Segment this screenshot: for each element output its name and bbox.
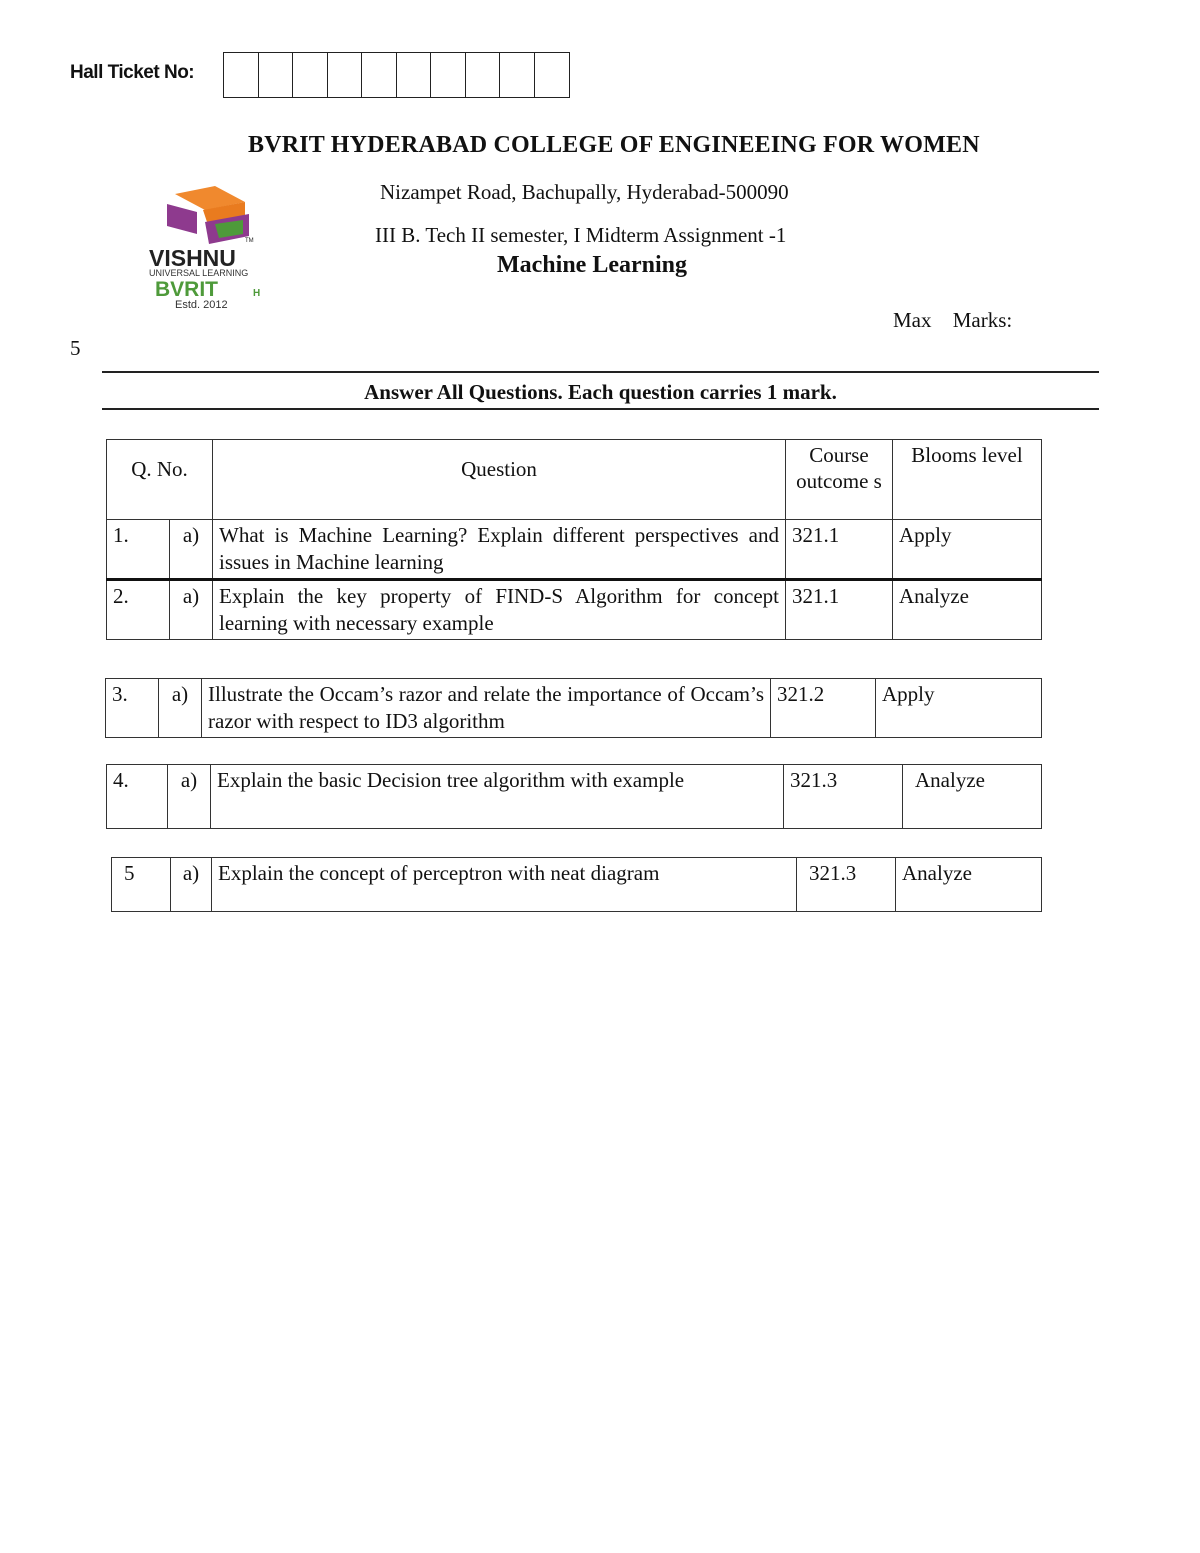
header-blooms: Blooms level	[893, 440, 1042, 520]
hall-ticket-box[interactable]	[397, 53, 432, 97]
blooms-level: Analyze	[903, 765, 1042, 829]
blooms-level: Apply	[876, 679, 1042, 738]
logo-tm: TM	[245, 238, 254, 244]
table-row	[106, 679, 1042, 738]
logo-suffix: H	[253, 288, 261, 299]
question-part: a)	[171, 858, 212, 912]
logo-purple-shape	[167, 204, 197, 234]
logo-name: VISHNU	[149, 245, 236, 271]
semester-info: III B. Tech II semester, I Midterm Assignment -1	[375, 223, 787, 247]
question-text: Explain the basic Decision tree algorithm with example	[211, 765, 784, 829]
top-divider	[102, 371, 1099, 373]
question-number: 3.	[106, 679, 159, 738]
question-part: a)	[159, 679, 202, 738]
question-text: Illustrate the Occam’s razor and relate the importance of Occam’s razor with respect to ID3 algorithm	[202, 679, 771, 738]
table-row	[107, 520, 1042, 580]
blooms-level: Analyze	[893, 580, 1042, 640]
course-outcome: 321.2	[771, 679, 876, 738]
question-number: 1.	[107, 520, 170, 580]
question-text: Explain the key property of FIND-S Algorithm for concept learning with necessary example	[213, 580, 786, 640]
hall-ticket-box[interactable]	[293, 53, 328, 97]
logo-tagline: UNIVERSAL LEARNING	[149, 268, 249, 278]
question-text: Explain the concept of perceptron with neat diagram	[212, 858, 797, 912]
table-header-row	[107, 440, 1042, 520]
table-row	[107, 765, 1042, 829]
max-marks-value: 5	[70, 336, 81, 360]
course-outcome: 321.1	[786, 580, 893, 640]
bottom-divider	[102, 408, 1099, 410]
questions-table-q5	[111, 857, 1042, 912]
logo-estd: Estd. 2012	[175, 299, 228, 310]
questions-table-q3	[105, 678, 1042, 738]
blooms-level: Analyze	[896, 858, 1042, 912]
college-logo	[145, 182, 280, 310]
question-number: 5	[112, 858, 171, 912]
hall-ticket-box[interactable]	[500, 53, 535, 97]
college-address: Nizampet Road, Bachupally, Hyderabad-500090	[380, 180, 789, 204]
questions-table-main	[106, 439, 1042, 640]
hall-ticket-box[interactable]	[466, 53, 501, 97]
table-row	[107, 580, 1042, 640]
header-question: Question	[213, 440, 786, 520]
question-number: 2.	[107, 580, 170, 640]
question-part: a)	[170, 520, 213, 580]
hall-ticket-box[interactable]	[431, 53, 466, 97]
hall-ticket-box[interactable]	[535, 53, 570, 97]
hall-ticket-box[interactable]	[259, 53, 294, 97]
hall-ticket-box[interactable]	[362, 53, 397, 97]
college-name: BVRIT HYDERABAD COLLEGE OF ENGINEEING FOR WOMEN	[248, 132, 980, 158]
header-course-outcome: Course outcome s	[786, 440, 893, 520]
header-qno: Q. No.	[107, 440, 213, 520]
question-part: a)	[170, 580, 213, 640]
hall-ticket-box[interactable]	[224, 53, 259, 97]
course-outcome: 321.3	[784, 765, 903, 829]
instructions: Answer All Questions. Each question carries 1 mark.	[364, 380, 837, 404]
course-outcome: 321.1	[786, 520, 893, 580]
question-text: What is Machine Learning? Explain different perspectives and issues in Machine learning	[213, 520, 786, 580]
question-part: a)	[168, 765, 211, 829]
question-number: 4.	[107, 765, 168, 829]
hall-ticket-label: Hall Ticket No:	[70, 62, 195, 83]
blooms-level: Apply	[893, 520, 1042, 580]
hall-ticket-box[interactable]	[328, 53, 363, 97]
subject-title: Machine Learning	[497, 252, 687, 278]
logo-institute: BVRIT	[155, 278, 218, 301]
table-row	[112, 858, 1042, 912]
hall-ticket-boxes[interactable]	[223, 52, 570, 98]
questions-table-q4	[106, 764, 1042, 829]
max-marks-label: Max Marks:	[893, 308, 1013, 332]
course-outcome: 321.3	[797, 858, 896, 912]
